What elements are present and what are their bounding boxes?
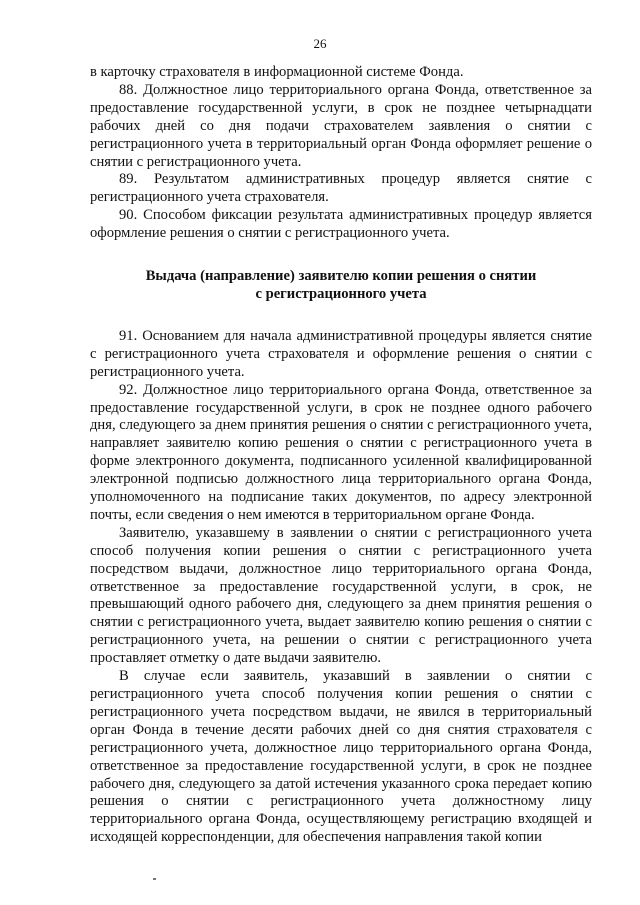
- paragraph-91: 91. Основанием для начала административной процедуры является снятие с регистрационного учета страхователя и оформление решения о снятии с регистрационного учета.: [90, 327, 592, 380]
- paragraph-92-no-show: В случае если заявитель, указавший в заявлении о снятии с регистрационного учета способ получения копии решения о снятии с регистрационного учета посредством выдачи, не явился в территориальный орган Фонда в течение десяти рабочих дней со дня снятия страхователя с регистрационного учета, должностное лицо территориального органа Фонда, ответственное за предоставление государственной услуги, в срок не позднее рабочего дня, следующего за датой истечения указанного срока передает копию решения о снятии с регистрационного учета должностному лицу территориального органа Фонда, осуществляющему регистрацию входящей и исходящей корреспонденции, для обеспечения направления такой копии: [90, 668, 592, 846]
- paragraph-90: 90. Способом фиксации результата административных процедур является оформление решения о снятии с регистрационного учета.: [90, 207, 592, 242]
- paragraph-92: 92. Должностное лицо территориального органа Фонда, ответственное за предоставление государственной услуги, в срок не позднее одного рабочего дня, следующего за днем принятия решения о снятии с регистрационного учета, направляет заявителю копию решения о снятии с регистрационного учета в форме электронного документа, подписанного усиленной квалифицированной электронной подписью должностного лица территориального органа Фонда, уполномоченного на подписание таких документов, по адресу электронной почты, если сведения о нем имеются в территориальном органе Фонда.: [90, 381, 592, 523]
- paragraph-89: 89. Результатом административных процедур является снятие с регистрационного учета страхователя.: [90, 171, 592, 206]
- document-body: [90, 64, 592, 847]
- section-heading-line-1: Выдача (направление) заявителю копии решения о снятии: [145, 268, 537, 285]
- scan-mark: [153, 878, 156, 880]
- section-heading: [90, 268, 592, 304]
- section-heading-line-2: с регистрационного учета: [255, 285, 427, 302]
- paragraph-92-delivery: Заявителю, указавшему в заявлении о снятии с регистрационного учета способ получения копии решения о снятии с регистрационного учета посредством выдачи, должностное лицо территориального органа Фонда, ответственное за предоставление государственной услуги, в срок, не превышающий одного рабочего дня, следующего за днем принятия решения о снятии с регистрационного учета, выдает заявителю копию решения о снятии с регистрационного учета, на решении о снятии с регистрационного учета проставляет отметку о дате выдачи заявителю.: [90, 524, 592, 667]
- paragraph-continuation: в карточку страхователя в информационной системе Фонда.: [90, 64, 464, 80]
- page-number: 26: [313, 36, 327, 51]
- paragraph-88: 88. Должностное лицо территориального органа Фонда, ответственное за предоставление государственной услуги, в срок не позднее четырнадцати рабочих дней со дня подачи страхователем заявления о снятии с регистрационного учета в территориальный орган Фонда оформляет решение о снятии с регистрационного учета.: [90, 81, 592, 170]
